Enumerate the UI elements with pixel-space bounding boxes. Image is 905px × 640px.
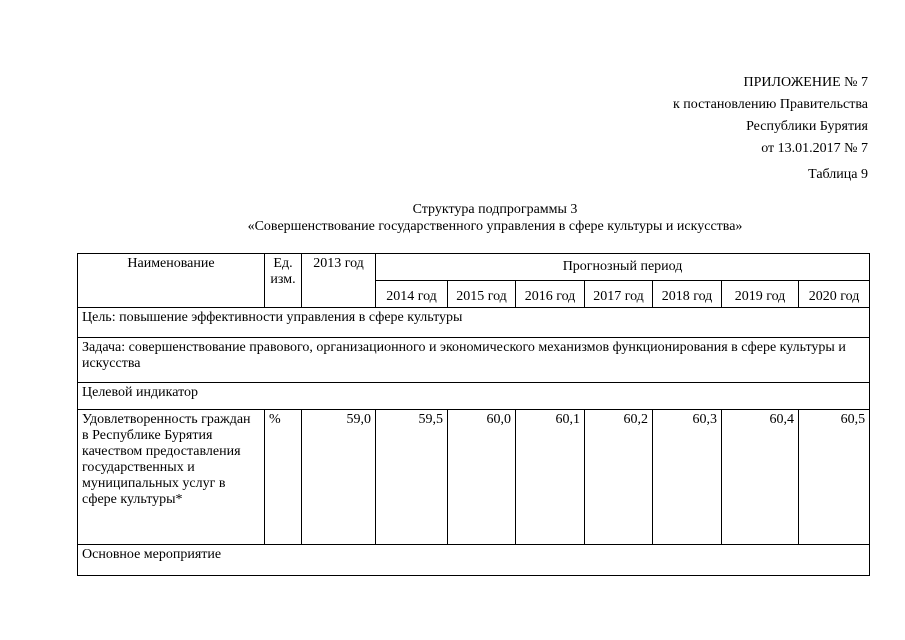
table-number: Таблица 9 [808,167,868,182]
task-row [78,338,870,383]
indicator-header-text: Целевой индикатор [78,383,870,410]
col-header-base-year: 2013 год [302,254,376,308]
indicator-value: 60,1 [516,410,585,545]
appendix-title: ПРИЛОЖЕНИЕ № 7 [743,75,868,90]
indicator-value: 59,0 [302,410,376,545]
indicator-row [78,410,870,545]
main-activity-row [78,545,870,576]
main-activity-text: Основное мероприятие [78,545,870,576]
indicator-value: 60,4 [722,410,799,545]
task-text: Задача: совершенствование правового, организационного и экономического механизмов функционирования в сфере культуры и искусства [78,338,870,383]
col-header-forecast: Прогнозный период [376,254,870,281]
indicator-value: 59,5 [376,410,448,545]
appendix-block [673,72,868,160]
indicator-unit: % [265,410,302,545]
col-header-year: 2018 год [653,281,722,308]
header-row-1 [78,254,870,281]
indicator-name: Удовлетворенность граждан в Республике Бурятия качеством предоставления государственных и муниципальных услуг в сфере культуры* [78,410,265,545]
col-header-year: 2014 год [376,281,448,308]
appendix-resolution: к постановлению Правительства [672,97,868,112]
indicator-value: 60,0 [448,410,516,545]
appendix-republic: Республики Бурятия [746,119,868,134]
col-header-year: 2020 год [799,281,870,308]
col-header-year: 2016 год [516,281,585,308]
document-title [0,201,905,235]
appendix-date: от 13.01.2017 № 7 [761,141,868,156]
col-header-year: 2015 год [448,281,516,308]
indicator-value: 60,3 [653,410,722,545]
title-line-2: «Совершенствование государственного управления в сфере культуры и искусства» [247,219,743,234]
indicator-value: 60,2 [585,410,653,545]
col-header-year: 2019 год [722,281,799,308]
goal-row [78,308,870,338]
title-line-1: Структура подпрограммы 3 [412,202,578,217]
indicator-header-row [78,383,870,410]
col-header-name: Наименование [78,254,265,308]
subprogram-table [77,253,870,576]
goal-text: Цель: повышение эффективности управления в сфере культуры [78,308,870,338]
col-header-year: 2017 год [585,281,653,308]
col-header-unit: Ед. изм. [265,254,302,308]
indicator-value: 60,5 [799,410,870,545]
